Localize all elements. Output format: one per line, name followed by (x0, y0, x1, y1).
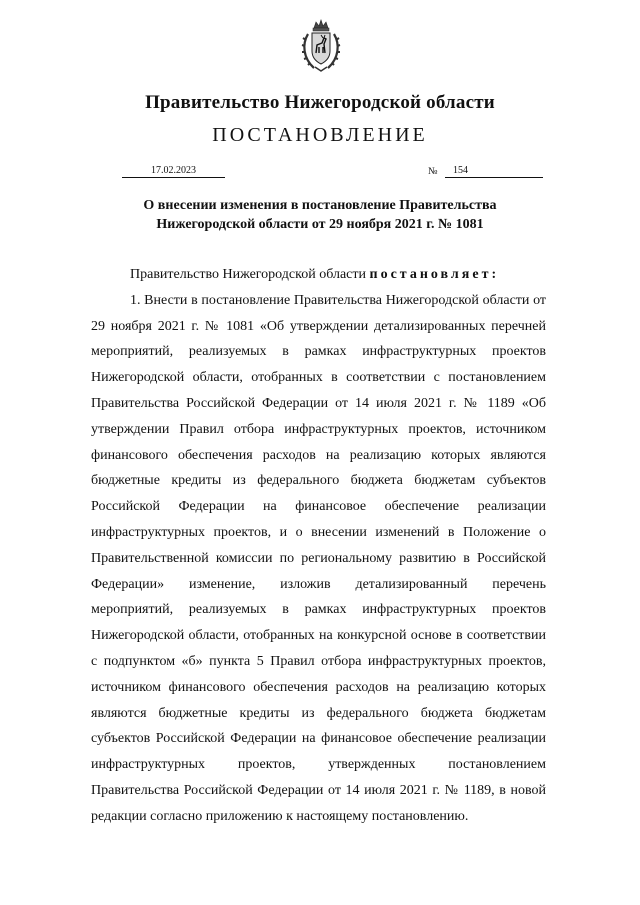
document-date: 17.02.2023 (122, 164, 225, 178)
document-meta-row (0, 164, 640, 184)
org-title: Правительство Нижегородской области (145, 92, 495, 113)
document-number-field (445, 164, 543, 178)
document-body (91, 262, 546, 830)
document-number-label: № (428, 166, 438, 177)
intro-paragraph (91, 262, 546, 288)
document-number: 154 (453, 165, 468, 176)
document-type: ПОСТАНОВЛЕНИЕ (212, 124, 428, 146)
item-1-paragraph: 1. Внести в постановление Правительства Нижегородской области от 29 ноября 2021 г. № 1081 «Об утверждении детализированных перечней мероприятий, реализуемых в рамках инфраструктурных проектов Нижегородской области, отобранных в соответствии с постановлением Правительства Российской Федерации от 14 июля 2021 г. № 1189 «Об утверждении Правил отбора инфраструктурных проектов, источником финансового обеспечения расходов на реализацию которых являются бюджетные кредиты из федерального бюджета бюджетам субъектов Российской Федерации на финансовое обеспечение реализации инфраструктурных проектов, и о внесении изменений в Положение о Правительственной комиссии по региональному развитию в Российской Федерации» изменение, изложив детализированный перечень мероприятий, реализуемых в рамках инфраструктурных проектов Нижегородской области, отобранных на конкурсной основе в соответствии с подпунктом «б» пункта 5 Правил отбора инфраструктурных проектов, источником финансового обеспечения расходов на реализацию которых являются бюджетные кредиты из федерального бюджета бюджетам субъектов Российской Федерации на финансовое обеспечение реализации инфраструктурных проектов, утвержденных постановлением Правительства Российской Федерации от 14 июля 2021 г. № 1189, в новой редакции согласно приложению к настоящему постановлению. (91, 292, 546, 824)
document-subject (0, 196, 640, 234)
intro-text: Правительство Нижегородской области (130, 267, 370, 282)
intro-emphasis: постановляет: (369, 267, 500, 282)
subject-line-1: О внесении изменения в постановление Правительства (143, 198, 497, 213)
subject-line-2: Нижегородской области от 29 ноября 2021 г. № 1081 (156, 217, 484, 232)
coat-of-arms-icon (300, 18, 342, 72)
